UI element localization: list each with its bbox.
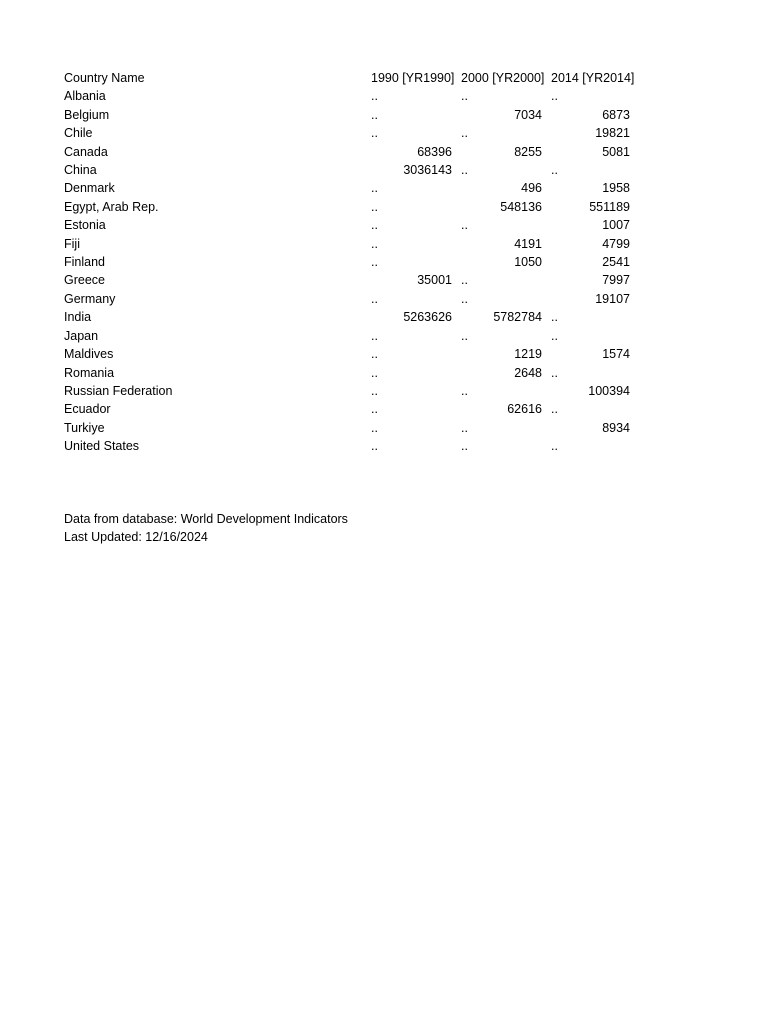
value-cell: 100394	[588, 383, 630, 398]
value-cell: ..	[371, 218, 378, 233]
value-cell: ..	[371, 420, 378, 435]
table-row	[64, 179, 639, 197]
value-cell: ..	[461, 420, 468, 435]
value-cell: ..	[371, 328, 378, 343]
value-cell: 1007	[602, 218, 630, 233]
table-row	[64, 308, 639, 326]
value-cell: 6873	[602, 107, 630, 122]
table-row	[64, 345, 639, 363]
table-row	[64, 290, 639, 308]
value-cell: ..	[551, 402, 558, 417]
table-row	[64, 382, 639, 400]
country-name-cell: Estonia	[64, 218, 106, 233]
country-name-cell: Chile	[64, 126, 93, 141]
header-1990: 1990 [YR1990]	[371, 71, 455, 85]
table-row	[64, 161, 639, 179]
value-cell: ..	[371, 236, 378, 251]
value-cell: 2541	[602, 255, 630, 270]
table-row	[64, 87, 639, 105]
country-name-cell: Russian Federation	[64, 383, 173, 398]
value-cell: 8934	[602, 420, 630, 435]
value-cell: ..	[461, 439, 468, 454]
value-cell: ..	[551, 365, 558, 380]
value-cell: ..	[371, 347, 378, 362]
value-cell: ..	[371, 255, 378, 270]
table-body	[64, 87, 639, 455]
value-cell: 496	[521, 181, 542, 196]
value-cell: ..	[371, 181, 378, 196]
table-row	[64, 419, 639, 437]
value-cell: 7997	[602, 273, 630, 288]
footer-notes	[64, 510, 348, 547]
value-cell: 19821	[595, 126, 630, 141]
value-cell: ..	[551, 439, 558, 454]
value-cell: ..	[551, 310, 558, 325]
table-row	[64, 327, 639, 345]
value-cell: 1050	[514, 255, 542, 270]
value-cell: ..	[551, 89, 558, 104]
country-name-cell: Ecuador	[64, 402, 111, 417]
country-name-cell: Turkiye	[64, 420, 105, 435]
table-row	[64, 216, 639, 234]
value-cell: ..	[551, 328, 558, 343]
country-name-cell: China	[64, 163, 97, 178]
table-row	[64, 143, 639, 161]
last-updated-note: Last Updated: 12/16/2024	[64, 530, 208, 545]
value-cell: 548136	[500, 199, 542, 214]
value-cell: ..	[461, 273, 468, 288]
value-cell: 7034	[514, 107, 542, 122]
value-cell: 4799	[602, 236, 630, 251]
value-cell: ..	[371, 439, 378, 454]
value-cell: ..	[461, 89, 468, 104]
value-cell: 62616	[507, 402, 542, 417]
value-cell: ..	[371, 107, 378, 122]
table-row	[64, 106, 639, 124]
value-cell: ..	[461, 126, 468, 141]
header-row	[64, 69, 639, 87]
country-name-cell: Finland	[64, 255, 105, 270]
value-cell: ..	[551, 163, 558, 178]
value-cell: 1574	[602, 347, 630, 362]
country-name-cell: United States	[64, 439, 140, 454]
country-name-cell: Albania	[64, 89, 106, 104]
value-cell: ..	[461, 383, 468, 398]
data-table	[64, 69, 639, 456]
value-cell: ..	[371, 383, 378, 398]
header-2014: 2014 [YR2014]	[551, 71, 635, 85]
country-name-cell: Fiji	[64, 236, 80, 251]
value-cell: ..	[371, 291, 378, 306]
country-name-cell: Denmark	[64, 181, 115, 196]
value-cell: 5081	[602, 144, 630, 159]
country-name-cell: Egypt, Arab Rep.	[64, 199, 159, 214]
value-cell: 8255	[514, 144, 542, 159]
value-cell: ..	[461, 218, 468, 233]
spreadsheet-area	[64, 69, 644, 456]
value-cell: 68396	[417, 144, 452, 159]
value-cell: 1958	[602, 181, 630, 196]
table-row	[64, 364, 639, 382]
table-row	[64, 198, 639, 216]
value-cell: ..	[461, 291, 468, 306]
value-cell: 3036143	[403, 163, 452, 178]
value-cell: ..	[371, 402, 378, 417]
value-cell: 5263626	[403, 310, 452, 325]
header-2000: 2000 [YR2000]	[461, 71, 545, 85]
table-row	[64, 400, 639, 418]
source-note: Data from database: World Development Indicators	[64, 512, 348, 526]
value-cell: 5782784	[493, 310, 542, 325]
table-row	[64, 124, 639, 142]
value-cell: 35001	[417, 273, 452, 288]
value-cell: ..	[371, 89, 378, 104]
value-cell: ..	[461, 163, 468, 178]
value-cell: 2648	[514, 365, 542, 380]
country-name-cell: Greece	[64, 273, 105, 288]
value-cell: ..	[371, 365, 378, 380]
country-name-cell: India	[64, 310, 92, 325]
table-row	[64, 235, 639, 253]
value-cell: 551189	[589, 199, 630, 214]
value-cell: ..	[461, 328, 468, 343]
header-country-name: Country Name	[64, 71, 145, 85]
country-name-cell: Japan	[64, 328, 99, 343]
country-name-cell: Romania	[64, 365, 115, 380]
table-row	[64, 437, 639, 455]
table-row	[64, 253, 639, 271]
country-name-cell: Canada	[64, 144, 108, 159]
value-cell: ..	[371, 199, 378, 214]
value-cell: 19107	[595, 291, 630, 306]
table-row	[64, 271, 639, 289]
value-cell: 4191	[514, 236, 542, 251]
country-name-cell: Belgium	[64, 107, 110, 122]
country-name-cell: Germany	[64, 291, 116, 306]
value-cell: ..	[371, 126, 378, 141]
value-cell: 1219	[514, 347, 542, 362]
country-name-cell: Maldives	[64, 347, 114, 362]
